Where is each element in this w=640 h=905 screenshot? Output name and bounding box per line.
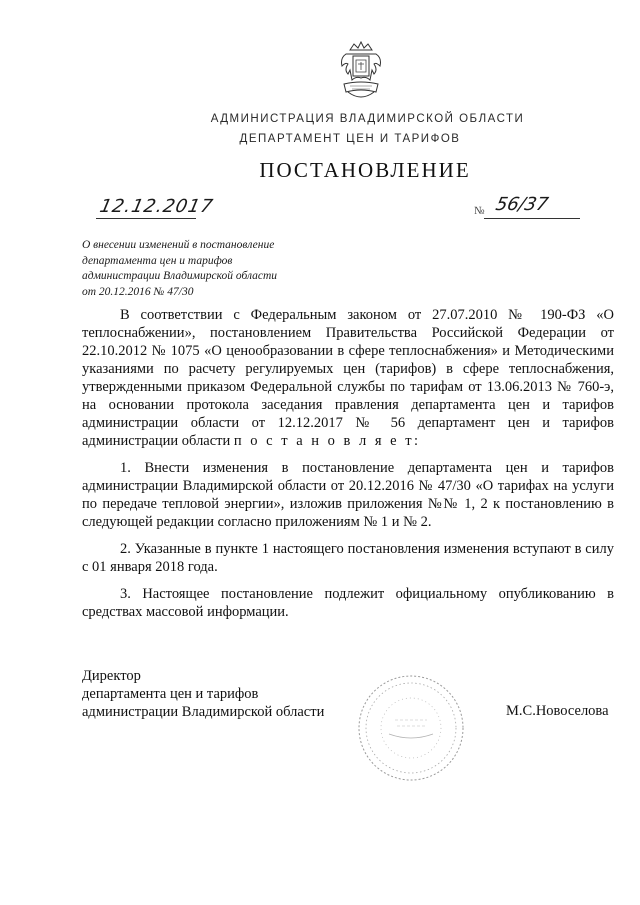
document-title: ПОСТАНОВЛЕНИЕ [259, 158, 471, 182]
document-body [82, 306, 614, 630]
department-name: ДЕПАРТАМЕНТ ЦЕН И ТАРИФОВ [239, 133, 461, 145]
document-date: 12.12.2017 [97, 196, 216, 217]
organization-name: АДМИНИСТРАЦИЯ ВЛАДИМИРСКОЙ ОБЛАСТИ [210, 113, 525, 125]
signatory-title-line: администрации Владимирской области [82, 704, 325, 720]
document-subject [82, 238, 322, 300]
coat-of-arms-icon [336, 40, 386, 104]
date-underline [96, 218, 196, 219]
signatory-title-line: департамента цен и тарифов [82, 686, 259, 702]
signer-name: М.С.Новоселова [506, 703, 609, 719]
document-number: 56/37 [493, 194, 551, 215]
number-underline [484, 218, 580, 219]
resolution-word: п о с т а н о в л я е т: [233, 433, 421, 449]
preamble-paragraph [82, 306, 614, 450]
official-seal-icon [355, 672, 467, 784]
preamble-text: В соответствии с Федеральным законом от 27.07.2010 № 190-ФЗ «О теплоснабжении», постановлением Правительства Российской Федерации от 22.10.2012 № 1075 «О ценообразовании в сфере теплоснабжения» и Методическими указаниями по расчету регулируемых цен (тарифов) в сфере теплоснабжения, утвержденными приказом Федеральной службы по тарифам от 13.06.2013 № 760-э, на основании протокола заседания правления департамента цен и тарифов администрации области от 12.12.2017 № 56 департамент цен и тарифов администрации области [82, 307, 614, 449]
signatory-title-line: Директор [82, 668, 141, 684]
item-2-paragraph: 2. Указанные в пункте 1 настоящего постановления изменения вступают в силу с 01 января 2018 года. [82, 541, 614, 575]
item-3-paragraph: 3. Настоящее постановление подлежит официальному опубликованию в средствах массовой информации. [82, 586, 614, 620]
subject-line: от 20.12.2016 № 47/30 [82, 285, 194, 298]
subject-line: администрации Владимирской области [82, 270, 278, 282]
subject-line: О внесении изменений в постановление [82, 239, 275, 251]
number-sign: № [474, 205, 485, 217]
item-1-paragraph: 1. Внести изменения в постановление департамента цен и тарифов администрации Владимирской области от 20.12.2016 № 47/30 «О тарифах на услуги по передаче тепловой энергии», изложив приложения №№ 1, 2 к постановлению в следующей редакции согласно приложениям № 1 и № 2. [82, 460, 614, 530]
subject-line: департамента цен и тарифов [82, 254, 233, 267]
signatory-title [82, 667, 324, 721]
